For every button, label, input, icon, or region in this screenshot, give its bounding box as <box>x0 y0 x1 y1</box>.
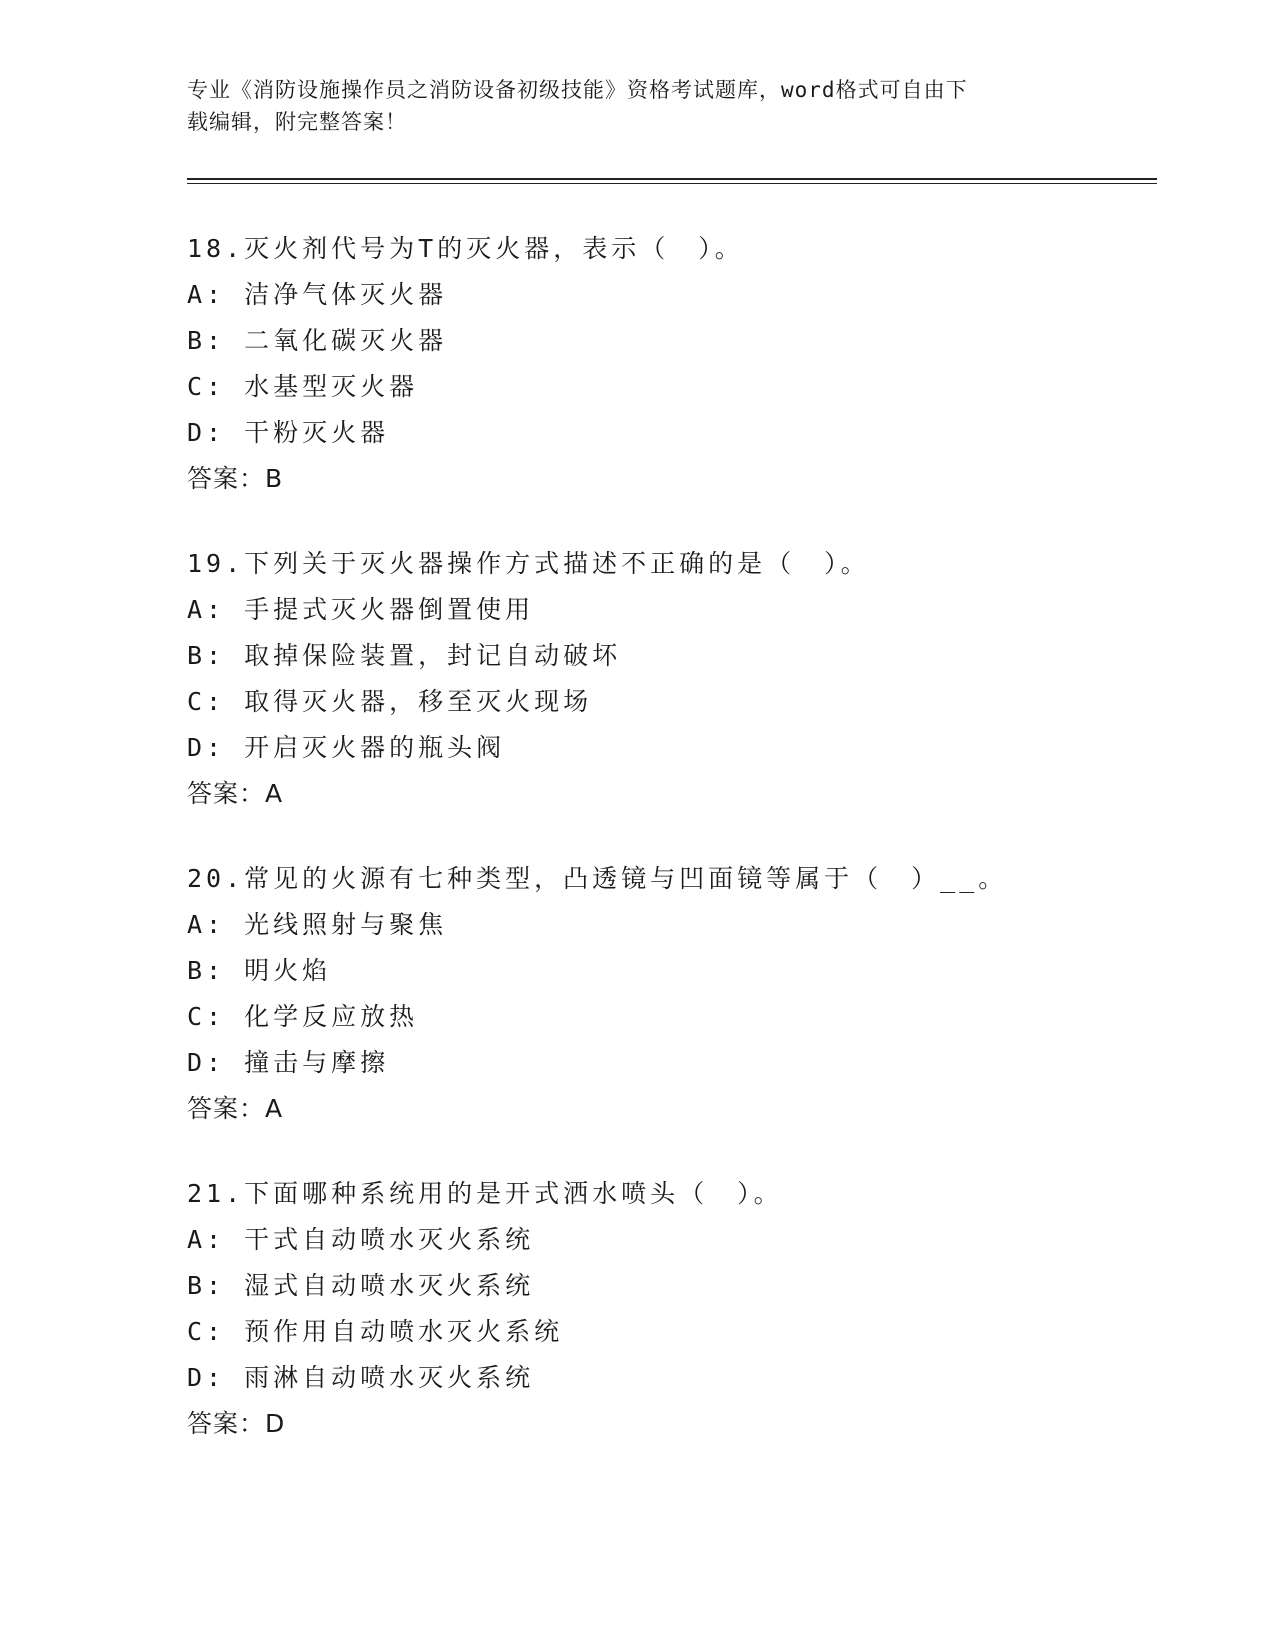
question-18 <box>187 226 1167 502</box>
option-b: B: 取掉保险装置，封记自动破坏 <box>187 641 622 670</box>
document-header <box>187 74 1087 138</box>
option-c: C: 预作用自动喷水灭火系统 <box>187 1317 564 1346</box>
option-d: D: 雨淋自动喷水灭火系统 <box>187 1363 535 1392</box>
option-a: A: 干式自动喷水灭火系统 <box>187 1225 535 1254</box>
option-b: B: 湿式自动喷水灭火系统 <box>187 1271 535 1300</box>
option-b: B: 明火焰 <box>187 956 332 985</box>
question-stem: 18.灭火剂代号为T的灭火器，表示（ ）。 <box>187 234 744 263</box>
question-stem: 20.常见的火源有七种类型，凸透镜与凹面镜等属于（ ）__。 <box>187 864 1008 893</box>
question-stem: 21.下面哪种系统用的是开式洒水喷头（ ）。 <box>187 1179 783 1208</box>
header-line-2: 载编辑，附完整答案！ <box>187 110 407 134</box>
question-19 <box>187 541 1167 817</box>
option-a: A: 手提式灭火器倒置使用 <box>187 595 535 624</box>
option-c: C: 取得灭火器，移至灭火现场 <box>187 687 593 716</box>
option-d: D: 干粉灭火器 <box>187 418 390 447</box>
answer: 答案：A <box>187 1094 284 1123</box>
answer: 答案：D <box>187 1409 286 1438</box>
question-21 <box>187 1171 1167 1447</box>
option-c: C: 水基型灭火器 <box>187 372 419 401</box>
answer: 答案：A <box>187 779 284 808</box>
option-d: D: 开启灭火器的瓶头阀 <box>187 733 506 762</box>
header-divider-thick <box>187 178 1157 180</box>
option-d: D: 撞击与摩擦 <box>187 1048 390 1077</box>
answer: 答案：B <box>187 464 284 493</box>
question-20 <box>187 856 1167 1132</box>
header-line-1: 专业《消防设施操作员之消防设备初级技能》资格考试题库，word格式可自由下 <box>187 78 968 102</box>
option-a: A: 光线照射与聚焦 <box>187 910 448 939</box>
option-b: B: 二氧化碳灭火器 <box>187 326 448 355</box>
question-stem: 19.下列关于灭火器操作方式描述不正确的是（ ）。 <box>187 549 870 578</box>
option-a: A: 洁净气体灭火器 <box>187 280 448 309</box>
option-c: C: 化学反应放热 <box>187 1002 419 1031</box>
header-divider-thin <box>187 183 1157 184</box>
